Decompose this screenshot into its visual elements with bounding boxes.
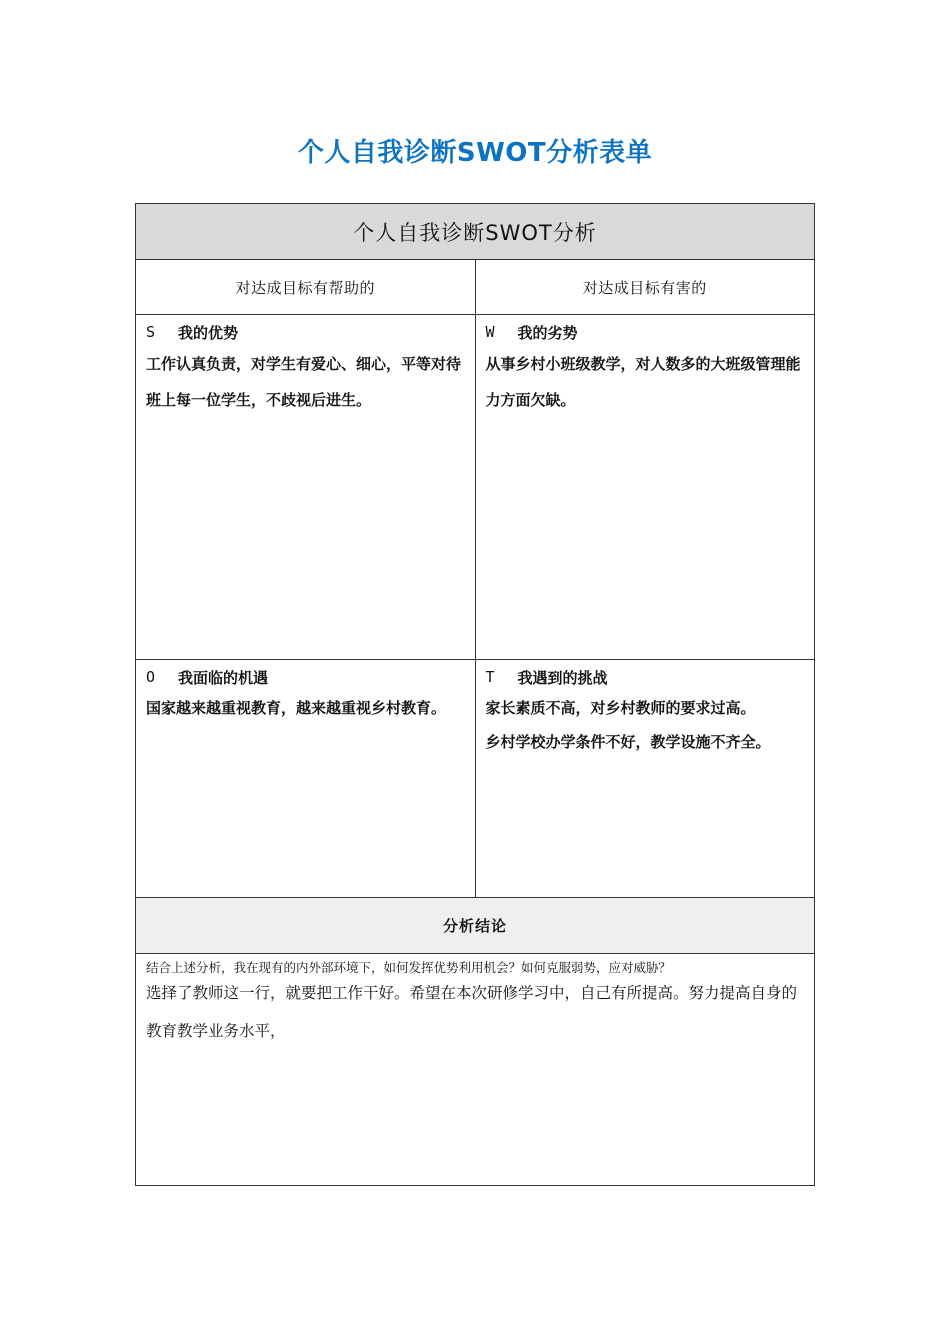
category-row xyxy=(136,260,814,315)
threats-letter: T xyxy=(485,668,495,686)
threats-text-line-1: 家长素质不高，对乡村教师的要求过高。 xyxy=(485,699,756,717)
strengths-heading xyxy=(146,320,469,344)
weaknesses-cell xyxy=(476,315,815,659)
threats-cell xyxy=(476,660,815,897)
external-row xyxy=(136,660,814,898)
weaknesses-title: 我的劣势 xyxy=(517,323,578,342)
threats-title: 我遇到的挑战 xyxy=(517,668,608,687)
conclusion-cell xyxy=(136,954,814,1185)
opportunities-heading xyxy=(146,665,469,689)
strengths-title: 我的优势 xyxy=(178,323,239,342)
table-header: 个人自我诊断SWOT分析 xyxy=(136,204,814,260)
harmful-label: 对达成目标有害的 xyxy=(582,278,707,297)
opportunities-title: 我面临的机遇 xyxy=(178,668,269,687)
swot-table xyxy=(135,203,815,1186)
conclusion-heading: 分析结论 xyxy=(136,898,814,954)
weaknesses-text: 从事乡村小班级教学，对人数多的大班级管理能力方面欠缺。 xyxy=(485,355,801,409)
threats-heading xyxy=(486,665,809,689)
strengths-letter: S xyxy=(146,323,156,341)
conclusion-text: 选择了教师这一行，就要把工作干好。希望在本次研修学习中，自己有所提高。努力提高自身的教育教学业务水平， xyxy=(146,984,798,1040)
strengths-text: 工作认真负责，对学生有爱心、细心，平等对待班上每一位学生，不歧视后进生。 xyxy=(146,355,462,409)
threats-text-line-2: 乡村学校办学条件不好，教学设施不齐全。 xyxy=(485,733,771,751)
opportunities-text: 国家越来越重视教育，越来越重视乡村教育。 xyxy=(146,699,447,717)
internal-row xyxy=(136,315,814,660)
weaknesses-letter: W xyxy=(485,323,495,341)
opportunities-letter: O xyxy=(146,668,156,686)
opportunities-cell xyxy=(136,660,476,897)
conclusion-prompt: 结合上述分析，我在现有的内外部环境下，如何发挥优势利用机会？如何克服弱势，应对威胁？ xyxy=(146,960,672,975)
helpful-label: 对达成目标有帮助的 xyxy=(136,260,476,314)
weaknesses-heading xyxy=(486,320,809,344)
strengths-cell xyxy=(136,315,476,659)
page-title: 个人自我诊断SWOT分析表单 xyxy=(297,138,653,168)
